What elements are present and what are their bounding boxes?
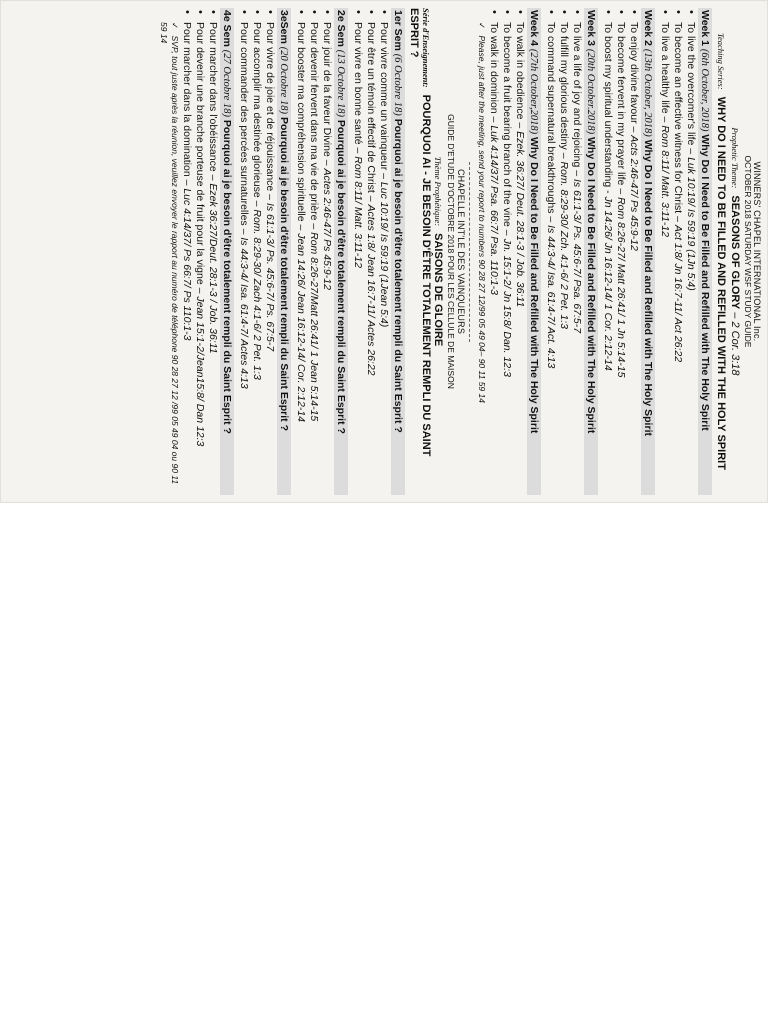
week-date: (13 Octobre 18): [334, 49, 346, 117]
scripture-ref: Rom. 8:29-30/ Zch. 4:1-6/ 2 Pet. 1:3: [557, 161, 570, 329]
checkmark-icon: ✓: [476, 22, 487, 30]
fr-week-heading: [220, 8, 234, 495]
week-question: Why Do I Need to Be Filled and Refilled with The Holy Spirit: [698, 134, 711, 431]
item-text: Pour booster ma compréhension spirituelle –: [294, 22, 307, 231]
theme-ref: – 2 Cor. 3:18: [728, 312, 741, 376]
en-week-items: [658, 8, 697, 495]
list-item: [601, 10, 614, 495]
item-text: To walk in dominion –: [487, 22, 500, 123]
item-text: Pour accomplir ma destinée glorieuse –: [250, 22, 263, 207]
item-text: To live the overcomer's life –: [684, 22, 697, 155]
list-item: [658, 10, 671, 495]
teaching-series: [715, 8, 728, 495]
item-text: Pour devenir fervent dans ma vie de prière –: [307, 22, 320, 230]
item-text: Pour vivre en bonne santé –: [351, 22, 364, 154]
list-item: [320, 10, 333, 495]
list-item: [544, 10, 557, 495]
item-text: To become a fruit bearing branch of the vine –: [500, 22, 513, 236]
item-text: Pour jouir de la faveur Divine –: [320, 22, 333, 166]
english-weeks: [487, 8, 712, 495]
list-item: [237, 10, 250, 495]
french-note-text: SVP, tout juste après la réunion, veuillez envoyer le rapport au numéro de téléphone 90 28 27 12 /99 05 49 04 ou 90 11 59 14: [158, 22, 180, 485]
list-item: [684, 10, 697, 495]
list-item: [614, 10, 627, 495]
fr-guide-title: GUIDE D'ETUDE D'OCTOBRE 2018 POUR LES CELLULE DE MAISON: [446, 114, 457, 389]
list-item: [206, 10, 219, 495]
fr-theme-label: Thème Prophétique:: [433, 156, 444, 227]
english-note-text: Please, just after the meeting, send your report to numbers 90 28 27 12/99 05 49 04– 90 11 59 14: [476, 35, 487, 403]
list-item: [250, 10, 263, 495]
week-label: 3eSem: [277, 10, 290, 44]
en-week-items: [544, 8, 583, 495]
list-item: [180, 10, 193, 495]
week-question: Why Do I Need to Be Filled and Refilled with The Holy Spirit: [527, 137, 540, 434]
week-label: Week 2: [641, 10, 654, 46]
en-week-items: [601, 8, 640, 495]
item-text: To live a life of joy and rejoicing –: [570, 22, 583, 177]
english-header: [715, 8, 762, 495]
fr-org-name: CHAPELLE INT'LE DES VAINQUEURS: [455, 168, 466, 335]
item-text: Pour vivre de joie et de réjouissance –: [263, 22, 276, 201]
fr-week-heading: [334, 8, 348, 495]
series-text: WHY DO I NEED TO BE FILLED AND REFILLED WITH THE HOLY SPIRIT: [715, 96, 728, 470]
fr-week-heading: [277, 8, 291, 495]
scripture-ref: Jn. 15:1-2/ Jn 15:8/ Dan. 12:3: [500, 238, 513, 377]
item-text: To walk in obedience –: [513, 22, 526, 129]
week-label: 2e Sem: [334, 10, 347, 47]
week-label: 4e Sem: [220, 10, 233, 47]
study-guide-sheet: [0, 0, 768, 503]
scripture-ref: Is 44:3-4/ Isa. 61:4-7/ Actes 4:13: [237, 237, 250, 389]
theme-text: SEASONS OF GLORY: [728, 195, 741, 310]
fr-week-items: [294, 8, 333, 495]
week-date: (20th October.2018): [584, 48, 596, 135]
list-item: [364, 10, 377, 495]
list-item: [263, 10, 276, 495]
fr-week-heading: [391, 8, 405, 495]
sheet-content: [158, 8, 762, 495]
scripture-ref: Rom 8:11/ Matt. 3:11-12: [658, 125, 671, 237]
list-item: [377, 10, 390, 495]
scripture-ref: Act 1:8/ Jn 16:7-11/ Act 26:22: [671, 224, 684, 363]
item-text: To live a healthy life –: [658, 22, 671, 123]
week-date: (20 Octobre 18): [277, 46, 289, 115]
list-item: [294, 10, 307, 495]
item-text: To boost my spiritual understanding -: [601, 22, 614, 194]
week-date: (6th October, 2018): [698, 48, 710, 132]
scripture-ref: Rom 8:26-27/Matt 26:41/ 1 Jean 5:14-15: [307, 232, 320, 422]
week-date: (27th October,2018): [527, 48, 539, 135]
scripture-ref: Is 61:1-3/ Ps. 45:6-7/ Psa. 67:5-7: [570, 179, 583, 334]
fr-series-label: Série d'Enseignement:: [420, 8, 431, 88]
scripture-ref: Luk 4:14/37/ Psa. 66:7/ Psa. 110:1-3: [487, 125, 500, 295]
week-question: Pourquoi ai je besoin d'être totalement rempli du Saint Esprit ?: [277, 116, 290, 432]
item-text: To fulfill my glorious destiny –: [557, 22, 570, 159]
item-text: Pour devenir une branche porteuse de fruit pour la vigne –: [193, 22, 206, 294]
week-date: (27 Octobre 18): [220, 49, 232, 117]
en-week-heading: [584, 8, 598, 495]
scripture-ref: Rom 8:26-27/ Matt 26:41/ 1 Jn 5:14-15: [614, 197, 627, 378]
scripture-ref: Luk 10:19/ Is 59:19 (1Jn 5:4): [684, 157, 697, 291]
item-text: Pour marcher dans l'obéissance –: [206, 22, 219, 181]
scripture-ref: Jean 15:1-2/Jean15:8/ Dan 12:3: [193, 296, 206, 447]
list-item: [627, 10, 640, 495]
item-text: Pour vivre comme un vainqueur –: [377, 22, 390, 179]
en-week-heading: [641, 8, 655, 495]
en-week-items: [487, 8, 526, 495]
scripture-ref: Actes 2:46-47/ Ps 45:9-12: [320, 168, 333, 290]
french-weeks: [180, 8, 405, 495]
fr-week-items: [237, 8, 276, 495]
list-item: [671, 10, 684, 495]
week-date: (6 Octobre 18): [391, 53, 403, 116]
series-label: Teaching Series:: [716, 33, 727, 90]
item-text: To command supernatural breakthroughs –: [544, 22, 557, 223]
list-item: [307, 10, 320, 495]
list-item: [513, 10, 526, 495]
week-question: Why Do I Need to Be Filled and Refilled with The Holy Spirit: [641, 139, 654, 436]
week-question: Pourquoi ai je besoin d'être totalement rempli du Saint Esprit ?: [391, 118, 404, 433]
item-text: Pour marcher dans la domination –: [180, 22, 193, 186]
list-item: [570, 10, 583, 495]
scripture-ref: Actes 1:8/ Jean 16:7-11/ Actes 26:22: [364, 204, 377, 376]
scripture-ref: Luc 4:14/37/ Ps 66:7/ Ps 110:1-3: [180, 188, 193, 341]
scripture-ref: Acts 2:46-47/ Ps 45:9-12: [627, 135, 640, 251]
french-note: [158, 8, 180, 495]
scripture-ref: Luc 10:19/ Is 59:19 (1Jean 5:4): [377, 181, 390, 328]
week-label: 1er Sem: [391, 10, 404, 51]
scripture-ref: Rom. 8:29-30/ Zach 4:1-6/ 2 Pet. 1:3: [250, 209, 263, 380]
scripture-ref: Ezek. 36:27/ Deut. 28:1-3 / Job. 36:11: [513, 131, 526, 308]
list-item: [500, 10, 513, 495]
checkmark-icon: ✓: [169, 22, 180, 30]
item-text: To become an effective witness for Christ –: [671, 22, 684, 222]
scripture-ref: Ezek 36:27/Deut. 28:1-3 / Job. 36:11: [206, 183, 219, 354]
fr-week-items: [351, 8, 390, 495]
list-item: [193, 10, 206, 495]
item-text: To become fervent in my prayer life –: [614, 22, 627, 195]
scripture-ref: Jean 14:26/ Jean 16:12-14/ Cor. 2:12-14: [294, 233, 307, 423]
week-label: Week 1: [698, 10, 711, 46]
guide-title: OCTOBER 2018 SATURDAY WSF STUDY GUIDE: [742, 155, 753, 348]
list-item: [557, 10, 570, 495]
org-name: WINNERS' CHAPEL INTERNATIONAL Inc.: [752, 161, 762, 342]
scripture-ref: Rom 8:11/ Matt. 3:11-12: [351, 156, 364, 268]
scripture-ref: Jn 14:26/ Jn 16:12-14/ 1 Cor. 2:12-14: [601, 196, 614, 371]
prophetic-theme: [728, 8, 741, 495]
week-label: Week 4: [527, 10, 540, 46]
fr-week-items: [180, 8, 219, 495]
english-note: [476, 8, 487, 495]
scripture-ref: Is 44:3-4/ Isa. 61:4-7/ Act. 4:13: [544, 225, 557, 369]
week-question: Pourquoi ai je besoin d'être totalement rempli du Saint Esprit ?: [220, 119, 233, 434]
item-text: To enjoy divine favour –: [627, 22, 640, 133]
fr-prophetic-theme: [432, 8, 445, 495]
item-text: Pour être un témoin effectif de Christ –: [364, 22, 377, 202]
week-date: (13th October, 2018): [641, 48, 653, 137]
french-header: [432, 8, 466, 495]
item-text: Pour commander des percées surnaturelles –: [237, 22, 250, 235]
fr-theme-text: SAISONS DE GLOIRE: [432, 233, 445, 347]
week-question: Why Do I Need to Be Filled and Refilled with The Holy Spirit: [584, 137, 597, 434]
list-item: [487, 10, 500, 495]
en-week-heading: [698, 8, 712, 495]
fr-series-text: POURQUOI AI - JE BESOIN D'ÊTRE TOTALEMENT REMPLI DU SAINT ESPRIT ?: [407, 8, 432, 457]
week-question: Pourquoi ai je besoin d'être totalement rempli du Saint Esprit ?: [334, 119, 347, 434]
section-divider: [469, 162, 470, 342]
fr-teaching-series: [408, 8, 432, 495]
en-week-heading: [527, 8, 541, 495]
theme-label: Prophetic Theme:: [729, 127, 740, 189]
scripture-ref: Is 61:1-3/ Ps. 45:6-7/ Ps. 67:5-7: [263, 202, 276, 352]
week-label: Week 3: [584, 10, 597, 46]
list-item: [351, 10, 364, 495]
